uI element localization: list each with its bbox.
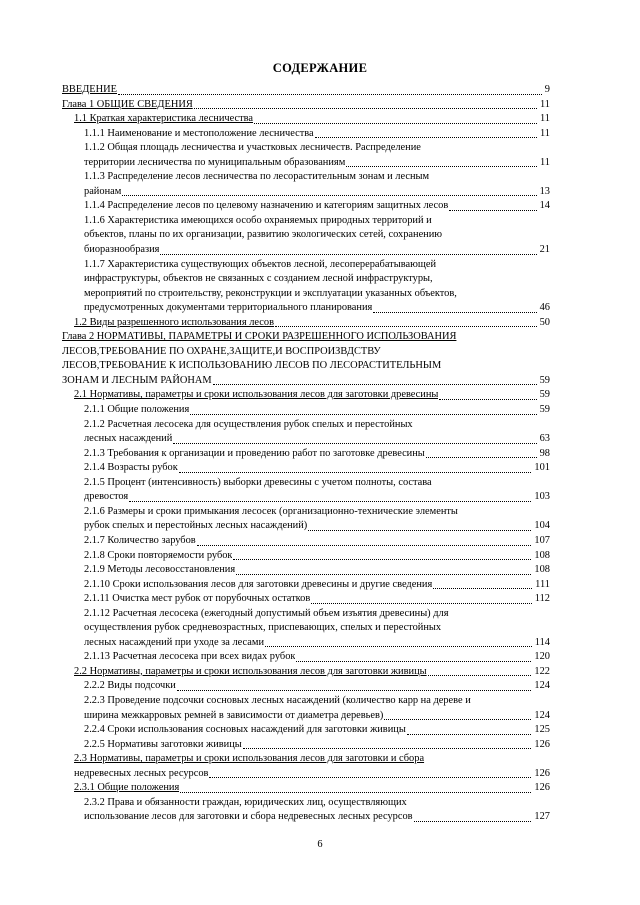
dot-leader (373, 311, 536, 313)
toc-entry[interactable] (62, 476, 550, 505)
dot-leader (209, 776, 531, 778)
toc-entry-page: 11 (539, 127, 550, 139)
toc-entry-page: 124 (534, 680, 550, 692)
toc-entry[interactable] (62, 447, 550, 462)
toc-entry-line: осуществления рубок средневозрастных, приспевающих, спелых и перестойных (84, 622, 442, 634)
page-number: 6 (317, 839, 323, 850)
toc-entry[interactable] (62, 738, 550, 753)
toc-entry[interactable] (62, 607, 550, 651)
dot-leader (180, 791, 531, 793)
toc-entry-line: объектов, планы по их организации, развитию экологических сетей, сохранению (84, 229, 443, 241)
dot-leader (179, 471, 532, 473)
toc-entry-page: 104 (534, 520, 550, 532)
toc-entry-title: 2.2.5 Нормативы заготовки живицы (84, 738, 242, 750)
toc-entry-page: 50 (539, 316, 550, 328)
toc-entry[interactable] (62, 83, 550, 98)
toc-entry-line: ЛЕСОВ,ТРЕБОВАНИЕ ПО ОХРАНЕ,ЗАЩИТЕ,И ВОСПРОИЗВДСТВУ (62, 345, 381, 357)
toc-entry-title: ЗОНАМ И ЛЕСНЫМ РАЙОНАМ (62, 374, 212, 386)
toc-entry[interactable] (62, 330, 550, 388)
toc-entry-line: ЛЕСОВ,ТРЕБОВАНИЕ К ИСПОЛЬЗОВАНИЮ ЛЕСОВ ПО ЛЕСОРАСТИТЕЛЬНЫМ (62, 360, 442, 372)
toc-entry[interactable] (62, 534, 550, 549)
toc-entry-line: 2.1.5 Процент (интенсивность) выборки древесины с учетом полноты, состава (84, 476, 432, 488)
toc-entry-line: 1.1.2 Общая площадь лесничества и участковых лесничеств. Распределение (84, 142, 421, 154)
dot-leader (177, 689, 532, 691)
toc-entry-line: инфраструктуры, объектов не связанных с созданием лесной инфраструктуры, (84, 273, 433, 285)
dot-leader (346, 165, 537, 167)
toc-entry-line: 2.3.2 Права и обязанности граждан, юридических лиц, осуществляющих (84, 796, 407, 808)
toc-entry-title: рубок спелых и перестойных лесных насаждений) (84, 520, 308, 532)
toc-entry-title: 2.3.1 Общие положения (74, 782, 180, 794)
toc-entry-title: использование лесов для заготовки и сбора недревесных лесных ресурсов (84, 811, 413, 823)
toc-entry-page: 114 (534, 636, 550, 648)
dot-leader (213, 383, 537, 385)
dot-leader (160, 253, 536, 255)
dot-leader (449, 209, 536, 211)
toc-entry-page: 59 (539, 374, 550, 386)
dot-leader (265, 645, 532, 647)
toc-entry[interactable] (62, 388, 550, 403)
dot-leader (243, 747, 532, 749)
toc-entry-title: 2.2.4 Сроки использования сосновых насаждений для заготовки живицы (84, 724, 406, 736)
toc-entry-title: 2.1.7 Количество зарубов (84, 534, 196, 546)
dot-leader (428, 674, 532, 676)
toc-entry-title: 1.1 Краткая характеристика лесничества (74, 113, 254, 125)
toc-entry-page: 111 (535, 578, 550, 590)
toc-entry-title: 2.2 Нормативы, параметры и сроки использования лесов для заготовки живицы (74, 665, 427, 677)
toc-entry[interactable] (62, 752, 550, 781)
toc-entry-title: ширина межкарровых ремней в зависимости от диаметра деревьев) (84, 709, 384, 721)
toc-entry[interactable] (62, 563, 550, 578)
toc-entry-line: 2.2.3 Проведение подсочки сосновых лесных насаждений (количество карр на дереве и (84, 694, 471, 706)
dot-leader (194, 107, 537, 109)
toc-entry[interactable] (62, 461, 550, 476)
toc-entry-title: Глава 1 ОБЩИЕ СВЕДЕНИЯ (62, 98, 193, 110)
dot-leader (129, 500, 531, 502)
toc-entry[interactable] (62, 214, 550, 258)
toc-entry-page: 11 (539, 156, 550, 168)
dot-leader (122, 194, 536, 196)
toc-entry-title: предусмотренных документами территориального планирования (84, 302, 373, 314)
toc-entry-page: 122 (534, 665, 550, 677)
toc-entry-title: 2.1.11 Очистка мест рубок от порубочных остатков (84, 593, 311, 605)
dot-leader (254, 122, 537, 124)
toc-entry-title: 2.1.4 Возрасты рубок (84, 462, 178, 474)
dot-leader (384, 718, 531, 720)
toc-entry-page: 63 (539, 433, 550, 445)
dot-leader (414, 820, 532, 822)
toc-entry-title: ВВЕДЕНИЕ (62, 84, 117, 95)
toc-entry[interactable] (62, 98, 550, 113)
toc-entry-title: древостоя (84, 491, 129, 503)
toc-entry-page: 126 (534, 738, 550, 750)
toc-entry-line: 1.1.3 Распределение лесов лесничества по лесорастительным зонам и лесным (84, 171, 430, 183)
toc-entry-title: 2.2.2 Виды подсочки (84, 680, 176, 692)
toc-entry-page: 21 (539, 244, 550, 256)
dot-leader (433, 587, 532, 589)
toc-entry[interactable] (62, 694, 550, 723)
toc-entry-title: территории лесничества по муниципальным образованиям (84, 156, 346, 168)
toc-entry-page: 108 (534, 564, 550, 576)
dot-leader (275, 325, 537, 327)
toc-entry-title: биоразнообразия (84, 244, 160, 256)
toc-entry[interactable] (62, 403, 550, 418)
toc-entry-page: 120 (534, 651, 550, 663)
toc-entry-title: 2.1 Нормативы, параметры и сроки использования лесов для заготовки древесины (74, 389, 439, 401)
dot-leader (311, 602, 532, 604)
toc-entry-line: 2.3 Нормативы, параметры и сроки использования лесов для заготовки и сбора (74, 753, 425, 765)
toc-entry-line: 2.1.6 Размеры и сроки примыкания лесосек (организационно-технические элементы (84, 505, 458, 517)
toc-entry-line: мероприятий по строительству, реконструкции и эксплуатации указанных объектов, (84, 287, 457, 299)
toc-entry[interactable] (62, 549, 550, 564)
toc-entry-title: 1.1.4 Распределение лесов по целевому назначению и категориям защитных лесов (84, 200, 449, 212)
toc-entry-page: 11 (539, 98, 550, 110)
dot-leader (118, 93, 542, 95)
toc-entry-title: 2.1.9 Методы лесовосстановления (84, 564, 236, 576)
toc-entry[interactable] (62, 665, 550, 680)
toc-entry-title: лесных насаждений (84, 433, 173, 445)
toc-entry-title: 1.2 Виды разрешенного использования лесов (74, 316, 274, 328)
toc-entry[interactable] (62, 796, 550, 825)
toc-entry-page: 108 (534, 549, 550, 561)
toc-entry-title: 2.1.8 Сроки повторяемости рубок (84, 549, 233, 561)
toc-entry[interactable] (62, 650, 550, 665)
toc-entry-title: 2.1.10 Сроки использования лесов для заготовки древесины и другие сведения (84, 578, 433, 590)
toc-entry-title: 2.1.13 Расчетная лесосека при всех видах рубок (84, 651, 296, 663)
toc-entry-page: 112 (534, 593, 550, 605)
toc-entry-title: районам (84, 185, 122, 197)
toc-entry-page: 13 (539, 185, 550, 197)
toc-entry-page: 107 (534, 534, 550, 546)
toc-entry-page: 125 (534, 724, 550, 736)
toc-entry-line: 2.1.12 Расчетная лесосека (ежегодный допустимый объем изъятия древесины) для (84, 607, 449, 619)
toc-entry-line: 1.1.7 Характеристика существующих объектов лесной, лесоперерабатывающей (84, 258, 437, 270)
toc-entry-page: 98 (539, 447, 550, 459)
dot-leader (197, 544, 532, 546)
toc-entry-line: 2.1.2 Расчетная лесосека для осуществления рубок спелых и перестойных (84, 418, 413, 430)
toc-entry-title: 2.1.3 Требования к организации и проведению работ по заготовке древесины (84, 447, 425, 459)
toc-entry-page: 14 (539, 200, 550, 212)
toc-entry[interactable] (62, 127, 550, 142)
toc-entry-line: Глава 2 НОРМАТИВЫ, ПАРАМЕТРЫ И СРОКИ РАЗРЕШЕННОГО ИСПОЛЬЗОВАНИЯ (62, 331, 457, 343)
toc-entry[interactable] (62, 112, 550, 127)
toc-entry-page: 59 (539, 389, 550, 401)
toc-entry-page: 11 (539, 113, 550, 125)
toc-entry[interactable] (62, 258, 550, 316)
table-of-contents (62, 83, 550, 825)
dot-leader (190, 413, 536, 415)
toc-entry-page: 101 (534, 462, 550, 474)
toc-entry-title: 2.1.1 Общие положения (84, 404, 190, 416)
toc-entry[interactable] (62, 170, 550, 199)
dot-leader (296, 660, 531, 662)
page-title: СОДЕРЖАНИЕ (272, 61, 368, 75)
toc-entry-title: недревесных лесных ресурсов (74, 767, 209, 779)
toc-entry-title: 1.1.1 Наименование и местоположение лесничества (84, 127, 314, 139)
dot-leader (236, 573, 531, 575)
toc-entry-title: лесных насаждений при уходе за лесами (84, 636, 265, 648)
toc-entry-page: 9 (544, 84, 550, 95)
toc-entry-page: 126 (534, 767, 550, 779)
toc-entry-line: 1.1.6 Характеристика имеющихся особо охраняемых природных территорий и (84, 214, 432, 226)
toc-entry-page: 46 (539, 302, 550, 314)
toc-entry-page: 124 (534, 709, 550, 721)
toc-entry-page: 59 (539, 404, 550, 416)
toc-entry[interactable] (62, 141, 550, 170)
dot-leader (439, 398, 536, 400)
toc-entry-page: 127 (534, 811, 550, 823)
toc-entry[interactable] (62, 316, 550, 331)
dot-leader (308, 529, 531, 531)
toc-entry[interactable] (62, 781, 550, 796)
toc-entry[interactable] (62, 418, 550, 447)
toc-entry[interactable] (62, 578, 550, 593)
toc-entry[interactable] (62, 679, 550, 694)
toc-entry[interactable] (62, 505, 550, 534)
toc-entry[interactable] (62, 723, 550, 738)
toc-entry-page: 126 (534, 782, 550, 794)
dot-leader (315, 136, 537, 138)
toc-entry[interactable] (62, 592, 550, 607)
dot-leader (407, 733, 532, 735)
dot-leader (426, 456, 537, 458)
dot-leader (233, 558, 531, 560)
toc-entry-page: 103 (534, 491, 550, 503)
toc-entry[interactable] (62, 199, 550, 214)
dot-leader (173, 442, 536, 444)
